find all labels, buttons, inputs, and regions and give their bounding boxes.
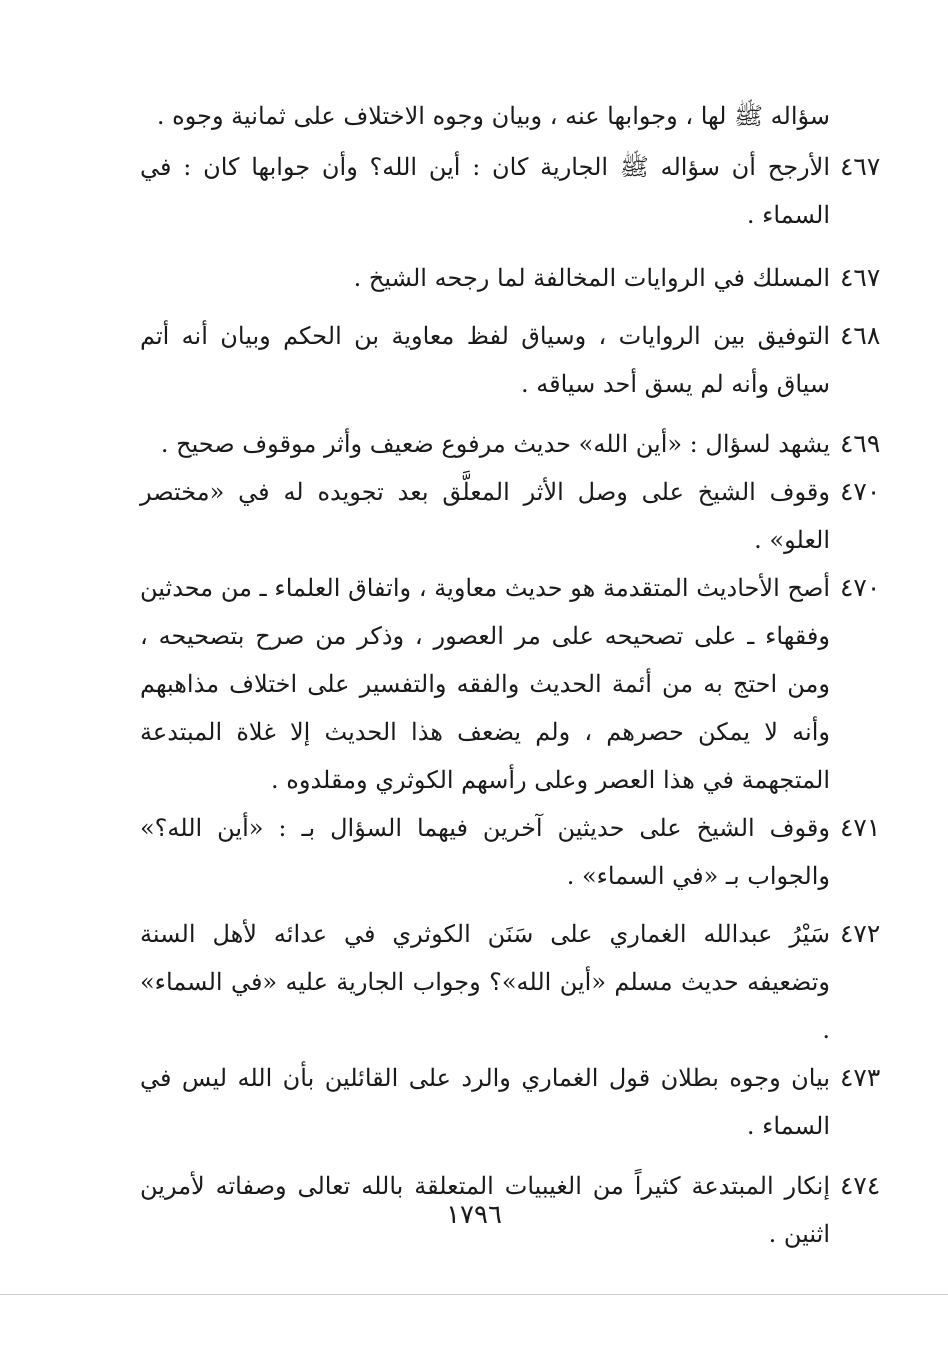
entry-text: إنكار المبتدعة كثيراً من الغيبيات المتعلقة بالله تعالى وصفاته لأمرين اثنين . (140, 1172, 830, 1248)
entry-page-number: ٤٦٩ (840, 429, 881, 458)
entry-text: التوفيق بين الروايات ، وسياق لفظ معاوية بن الحكم وبيان أنه أتم سياق وأنه لم يسق أحد سياقه . (140, 322, 830, 398)
index-entry (140, 468, 881, 564)
entry-page-number: ٤٧٤ (840, 1171, 881, 1200)
entry-page-number: ٤٧٠ (840, 573, 881, 602)
index-entries (140, 92, 881, 1258)
entry-text: أصح الأحاديث المتقدمة هو حديث معاوية ، واتفاق العلماء ـ من محدثين وفقهاء ـ على تصحيحه على مر العصور ، وذكر من صرح بتصحيحه ، ومن احتج به من أئمة الحديث والفقه والتفسير على اختلاف مذاهبهم وأنه لا يمكن حصرهم ، ولم يضعف هذا الحديث إلا غلاة المبتدعة المتجهمة في هذا العصر وعلى رأسهم الكوثري ومقلدوه . (140, 574, 830, 794)
scan-divider (0, 1294, 948, 1295)
index-entry (140, 143, 881, 239)
entry-page-number: ٤٧١ (840, 813, 881, 842)
entry-text: وقوف الشيخ على حديثين آخرين فيهما السؤال بـ : «أين الله؟» والجواب بـ «في السماء» . (140, 814, 830, 890)
entry-text: سؤاله ﷺ لها ، وجوابها عنه ، وبيان وجوه الاختلاف على ثمانية وجوه . (156, 102, 830, 130)
entry-page-number: ٤٦٧ (840, 263, 881, 292)
entry-text: المسلك في الروايات المخالفة لما رجحه الشيخ . (353, 264, 830, 292)
entry-page-number: ٤٧٢ (840, 919, 881, 948)
index-entry (140, 420, 881, 468)
entry-page-number: ٤٦٨ (840, 321, 881, 350)
entry-page-number: ٤٧٣ (840, 1063, 881, 1092)
index-entry (140, 254, 881, 302)
index-entry (140, 92, 830, 140)
entry-page-number: ٤٦٧ (840, 152, 881, 181)
entry-text: يشهد لسؤال : «أين الله» حديث مرفوع ضعيف وأثر موقوف صحيح . (160, 430, 830, 458)
entry-text: بيان وجوه بطلان قول الغماري والرد على القائلين بأن الله ليس في السماء . (140, 1064, 831, 1140)
index-entry (140, 804, 881, 900)
index-entry (140, 910, 881, 1054)
page-number: ١٧٩٦ (446, 1200, 502, 1230)
index-entry (140, 312, 881, 408)
entry-page-number: ٤٧٠ (840, 477, 881, 506)
index-entry (140, 564, 881, 804)
entry-text: سَيْرُ عبدالله الغماري على سَنَن الكوثري في عدائه لأهل السنة وتضعيفه حديث مسلم «أين الله»؟ وجواب الجارية عليه «في السماء» . (140, 920, 830, 1044)
entry-text: الأرجح أن سؤاله ﷺ الجارية كان : أين الله؟ وأن جوابها كان : في السماء . (140, 153, 830, 229)
entry-text: وقوف الشيخ على وصل الأثر المعلَّق بعد تجويده له في «مختصر العلو» . (140, 478, 830, 554)
index-entry (140, 1054, 881, 1150)
